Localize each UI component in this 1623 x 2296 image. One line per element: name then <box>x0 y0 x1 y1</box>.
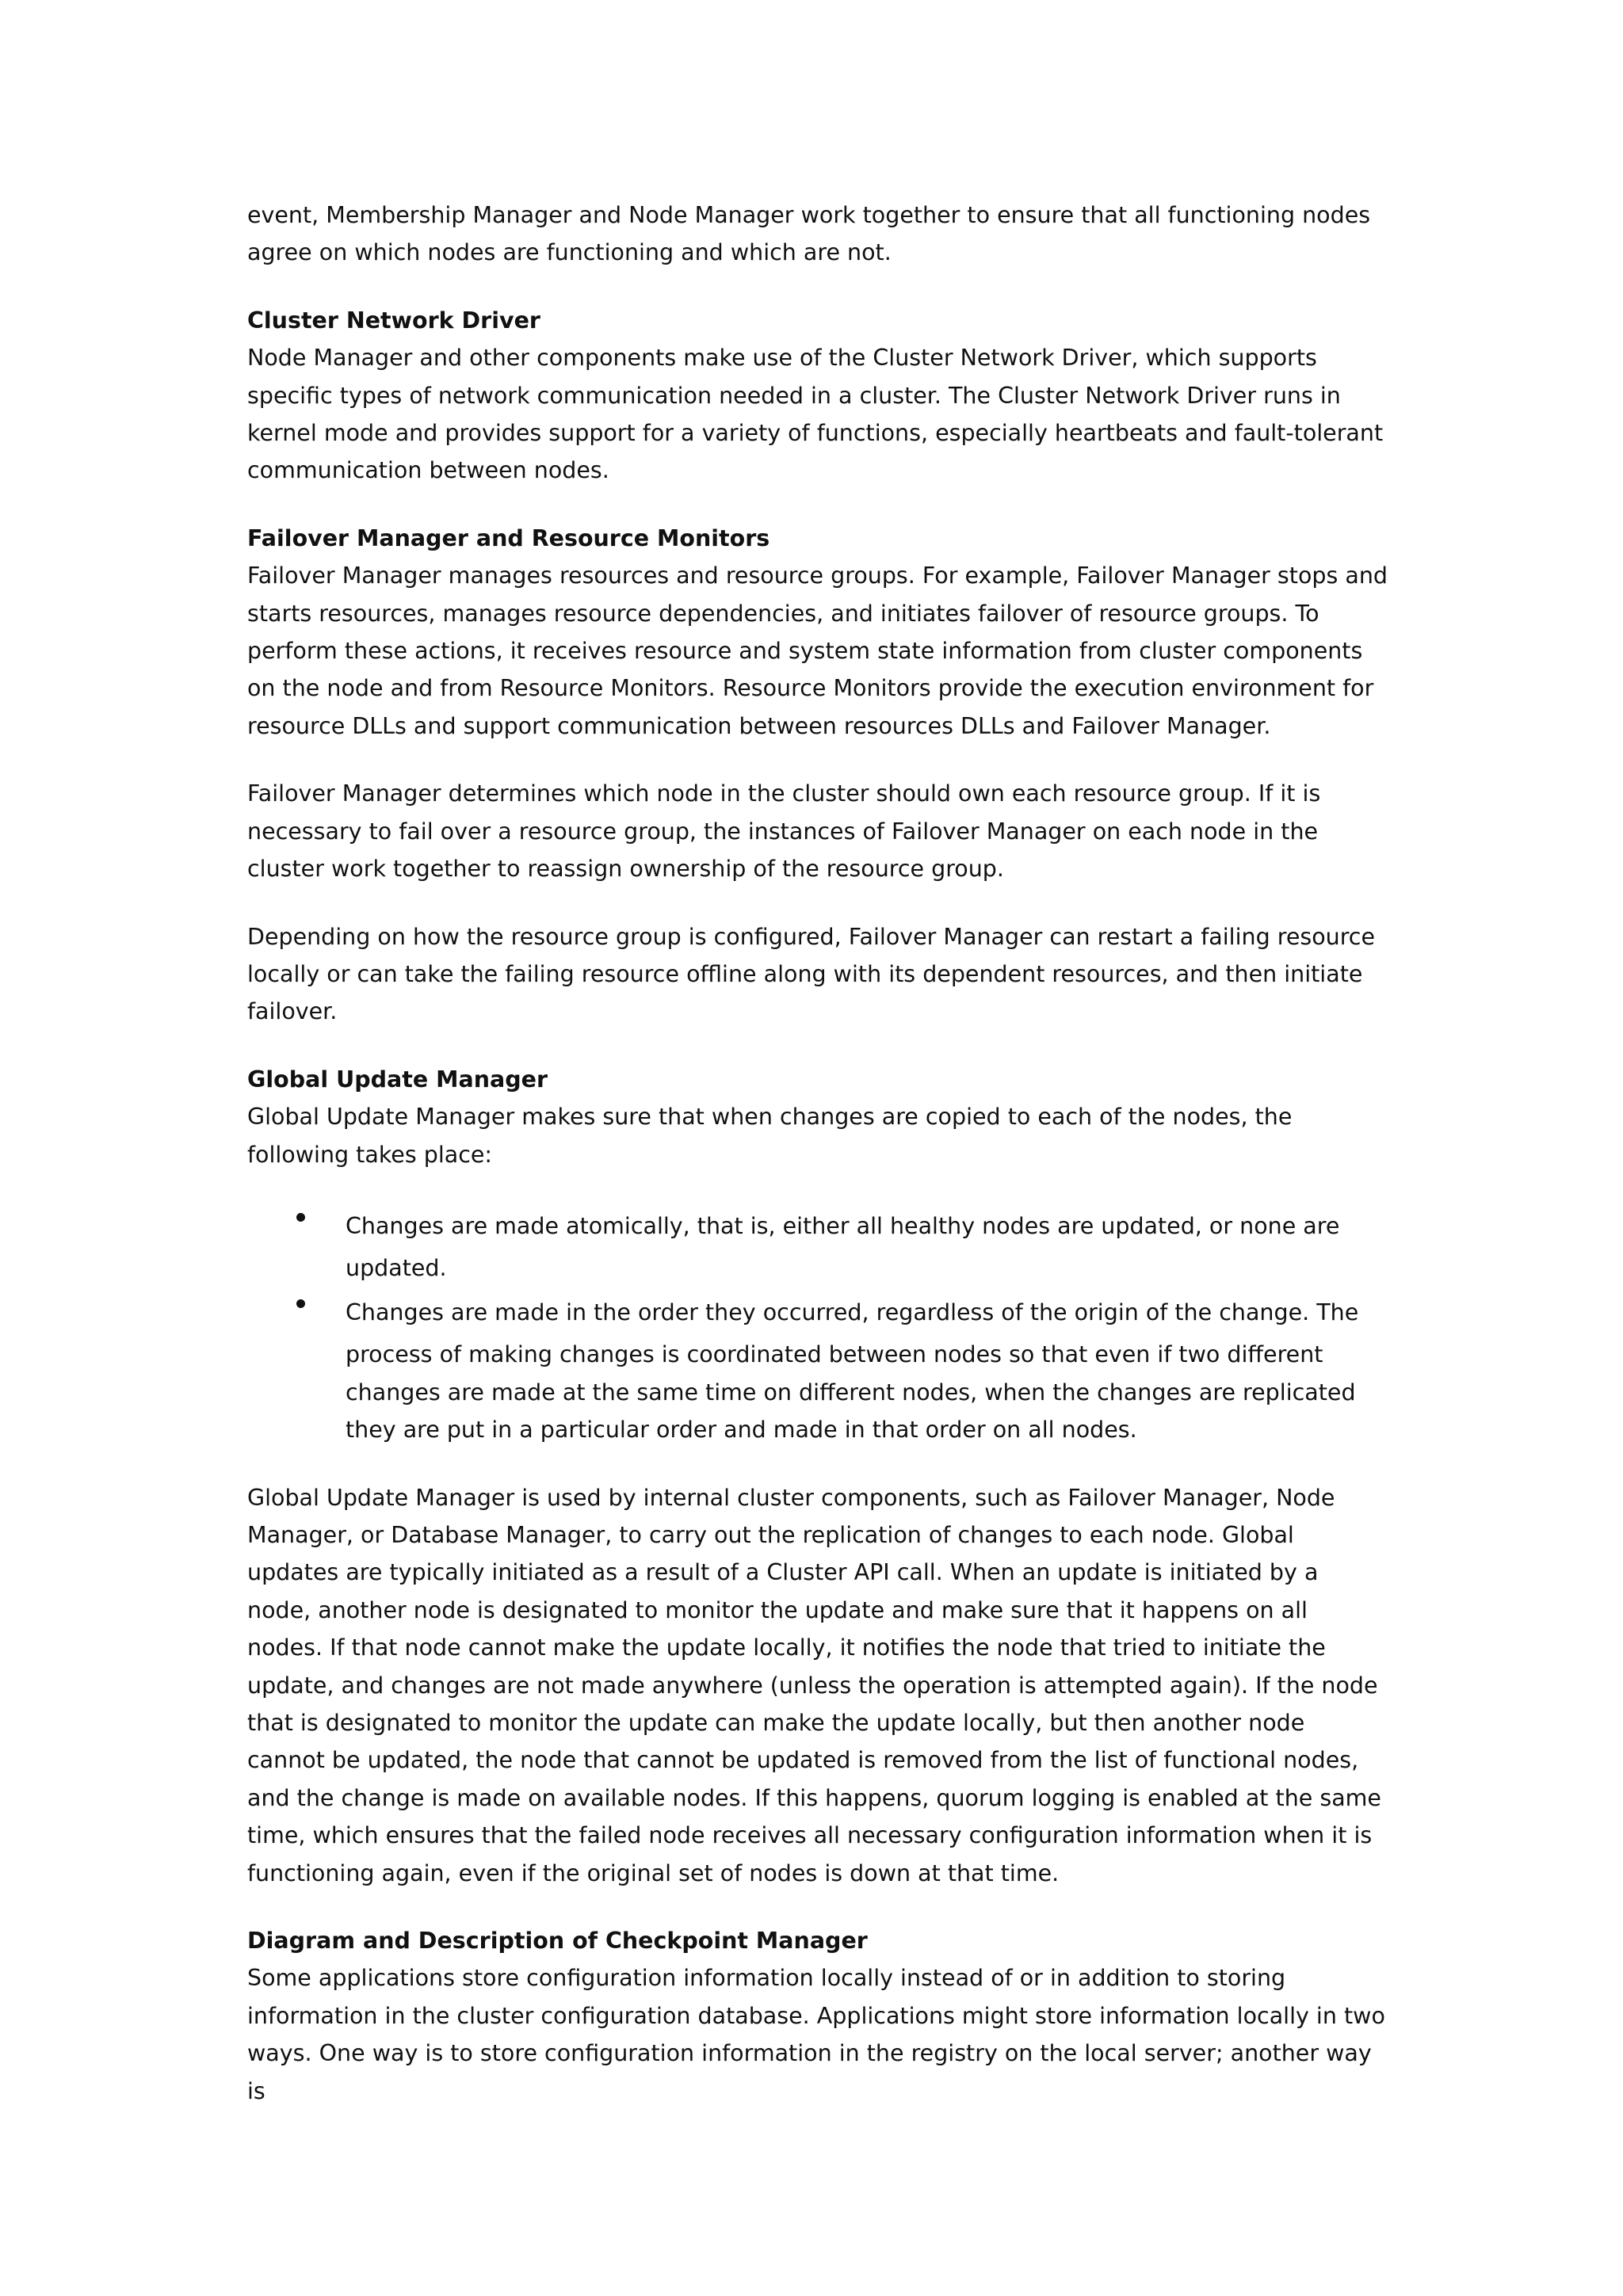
failover-manager-heading: Failover Manager and Resource Monitors <box>247 524 770 551</box>
bullet-text-first-line: Changes are made atomically, that is, either all healthy nodes are updated, or none are <box>346 1212 1340 1239</box>
failover-manager-paragraph-1: Failover Manager manages resources and resource groups. For example, Failover Manager stops and starts resources, manages resource dependencies, and initiates failover of resource groups. To perform these actions, it receives resource and system state information from cluster components on the node and from Resource Monitors. Resource Monitors provide the execution environment for resource DLLs and support communication between resources DLLs and Failover Manager. <box>247 563 1388 739</box>
list-item <box>247 1203 1388 1287</box>
global-update-manager-paragraph-1: Global Update Manager makes sure that when changes are copied to each of the nodes, the following takes place: <box>247 1104 1293 1168</box>
global-update-manager-paragraph-2: Global Update Manager is used by internal cluster components, such as Failover Manager, Node Manager, or Database Manager, to carry out the replication of changes to each node. Global updates are typically initiated as a result of a Cluster API call. When an update is initiated by a node, another node is designated to monitor the update and make sure that it happens on all nodes. If that node cannot make the update locally, it notifies the node that tried to initiate the update, and changes are not made anywhere (unless the operation is attempted again). If the node that is designated to monitor the update can make the update locally, but then another node cannot be updated, the node that cannot be updated is removed from the list of functional nodes, and the change is made on available nodes. If this happens, quorum logging is enabled at the same time, which ensures that the failed node receives all necessary configuration information when it is functioning again, even if the original set of nodes is down at that time. <box>247 1484 1381 1886</box>
cluster-network-driver-paragraph: Node Manager and other components make use of the Cluster Network Driver, which supports specific types of network communication needed in a cluster. The Cluster Network Driver runs in kernel mode and provides support for a variety of functions, especially heartbeats and fault-tolerant communication between nodes. <box>247 345 1384 484</box>
bullet-icon <box>296 1299 305 1308</box>
bullet-text-first-line: Changes are made in the order they occurred, regardless of the origin of the change. The <box>346 1299 1359 1326</box>
global-update-manager-heading: Global Update Manager <box>247 1066 548 1093</box>
bullet-text-rest: updated. <box>346 1254 447 1281</box>
checkpoint-manager-heading: Diagram and Description of Checkpoint Manager <box>247 1928 868 1955</box>
list-item <box>247 1290 1388 1448</box>
global-update-bullet-list <box>247 1203 1388 1449</box>
checkpoint-manager-section <box>247 1922 1388 2110</box>
checkpoint-manager-paragraph: Some applications store configuration information locally instead of or in addition to storing information in the cluster configuration database. Applications might store information locally in two ways. One way is to store configuration information in the registry on the local server; another way is <box>247 1965 1385 2104</box>
failover-manager-paragraph-3: Depending on how the resource group is configured, Failover Manager can restart a failing resource locally or can take the failing resource offline along with its dependent resources, and then initiate failover. <box>247 923 1375 1025</box>
document-page <box>247 196 1388 2140</box>
cluster-network-driver-section <box>247 302 1388 490</box>
cluster-network-driver-heading: Cluster Network Driver <box>247 307 540 334</box>
bullet-text-rest: process of making changes is coordinated between nodes so that even if two different changes are made at the same time on different nodes, when the changes are replicated they are put in a particular order and made in that order on all nodes. <box>346 1341 1356 1444</box>
global-update-manager-section <box>247 1061 1388 1173</box>
intro-paragraph: event, Membership Manager and Node Manager work together to ensure that all functioning nodes agree on which nodes are functioning and which are not. <box>247 202 1371 266</box>
failover-manager-section <box>247 520 1388 745</box>
bullet-icon <box>296 1213 305 1222</box>
failover-manager-paragraph-2: Failover Manager determines which node in the cluster should own each resource group. If it is necessary to fail over a resource group, the instances of Failover Manager on each node in the cluster work together to reassign ownership of the resource group. <box>247 780 1321 883</box>
